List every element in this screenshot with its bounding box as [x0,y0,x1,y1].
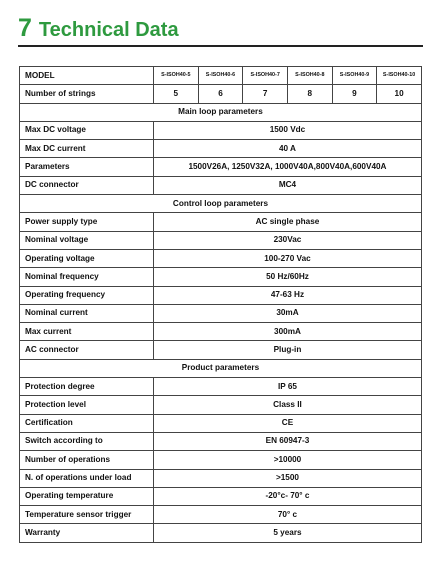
row-value: EN 60947-3 [154,432,422,450]
table-row [20,249,422,267]
row-label: Operating temperature [20,487,154,505]
row-value: 40 A [154,140,422,158]
strings-value: 9 [332,85,377,103]
table-row [20,176,422,194]
row-value: 100-270 Vac [154,249,422,267]
section-number: 7 [18,14,32,42]
row-value: 230Vac [154,231,422,249]
table-row [20,506,422,524]
table-row [20,158,422,176]
row-label: Protection degree [20,378,154,396]
technical-data-table [19,66,422,543]
section-title: Main loop parameters [20,103,422,121]
table-row [20,451,422,469]
row-value: 30mA [154,304,422,322]
table-row [20,268,422,286]
row-label: DC connector [20,176,154,194]
row-value: Class II [154,396,422,414]
row-label: Nominal current [20,304,154,322]
model-label: MODEL [20,67,154,85]
row-label: Max DC current [20,140,154,158]
row-value: >1500 [154,469,422,487]
model-name: S-ISOH40-10 [377,67,422,85]
row-label: Max current [20,323,154,341]
table-row [20,121,422,139]
row-value: 50 Hz/60Hz [154,268,422,286]
row-label: Nominal frequency [20,268,154,286]
table-row [20,140,422,158]
table-row [20,378,422,396]
row-value: IP 65 [154,378,422,396]
row-value: 1500V26A, 1250V32A, 1000V40A,800V40A,600V40A [154,158,422,176]
heading-rule [18,45,423,47]
table-row [20,487,422,505]
strings-value: 10 [377,85,422,103]
row-value: 300mA [154,323,422,341]
strings-label: Number of strings [20,85,154,103]
section-header-row [20,359,422,377]
row-label: Temperature sensor trigger [20,506,154,524]
row-label: Warranty [20,524,154,542]
table-row [20,323,422,341]
row-label: Max DC voltage [20,121,154,139]
section-title: Product parameters [20,359,422,377]
row-label: Switch according to [20,432,154,450]
table-row [20,469,422,487]
table-row [20,304,422,322]
section-heading [18,14,179,44]
strings-row [20,85,422,103]
strings-value: 7 [243,85,288,103]
strings-value: 8 [287,85,332,103]
model-name: S-ISOH40-9 [332,67,377,85]
row-label: Operating voltage [20,249,154,267]
section-header-row [20,103,422,121]
model-name: S-ISOH40-5 [154,67,199,85]
table-row [20,213,422,231]
strings-value: 6 [198,85,243,103]
row-value: 70° c [154,506,422,524]
row-value: Plug-in [154,341,422,359]
row-value: CE [154,414,422,432]
row-value: >10000 [154,451,422,469]
table-row [20,286,422,304]
table-row [20,231,422,249]
row-label: Nominal voltage [20,231,154,249]
section-title: Control loop parameters [20,195,422,213]
table-row [20,524,422,542]
row-value: 5 years [154,524,422,542]
row-label: N. of operations under load [20,469,154,487]
row-value: AC single phase [154,213,422,231]
row-value: MC4 [154,176,422,194]
strings-value: 5 [154,85,199,103]
row-label: Parameters [20,158,154,176]
row-label: Operating frequency [20,286,154,304]
row-value: -20°c- 70° c [154,487,422,505]
row-label: AC connector [20,341,154,359]
row-label: Number of operations [20,451,154,469]
row-label: Power supply type [20,213,154,231]
model-name: S-ISOH40-7 [243,67,288,85]
model-name: S-ISOH40-8 [287,67,332,85]
section-title: Technical Data [38,19,179,41]
table-row [20,396,422,414]
model-row [20,67,422,85]
table-row [20,432,422,450]
table-row [20,341,422,359]
model-name: S-ISOH40-6 [198,67,243,85]
row-value: 47-63 Hz [154,286,422,304]
row-value: 1500 Vdc [154,121,422,139]
row-label: Protection level [20,396,154,414]
table-row [20,414,422,432]
section-header-row [20,195,422,213]
row-label: Certification [20,414,154,432]
